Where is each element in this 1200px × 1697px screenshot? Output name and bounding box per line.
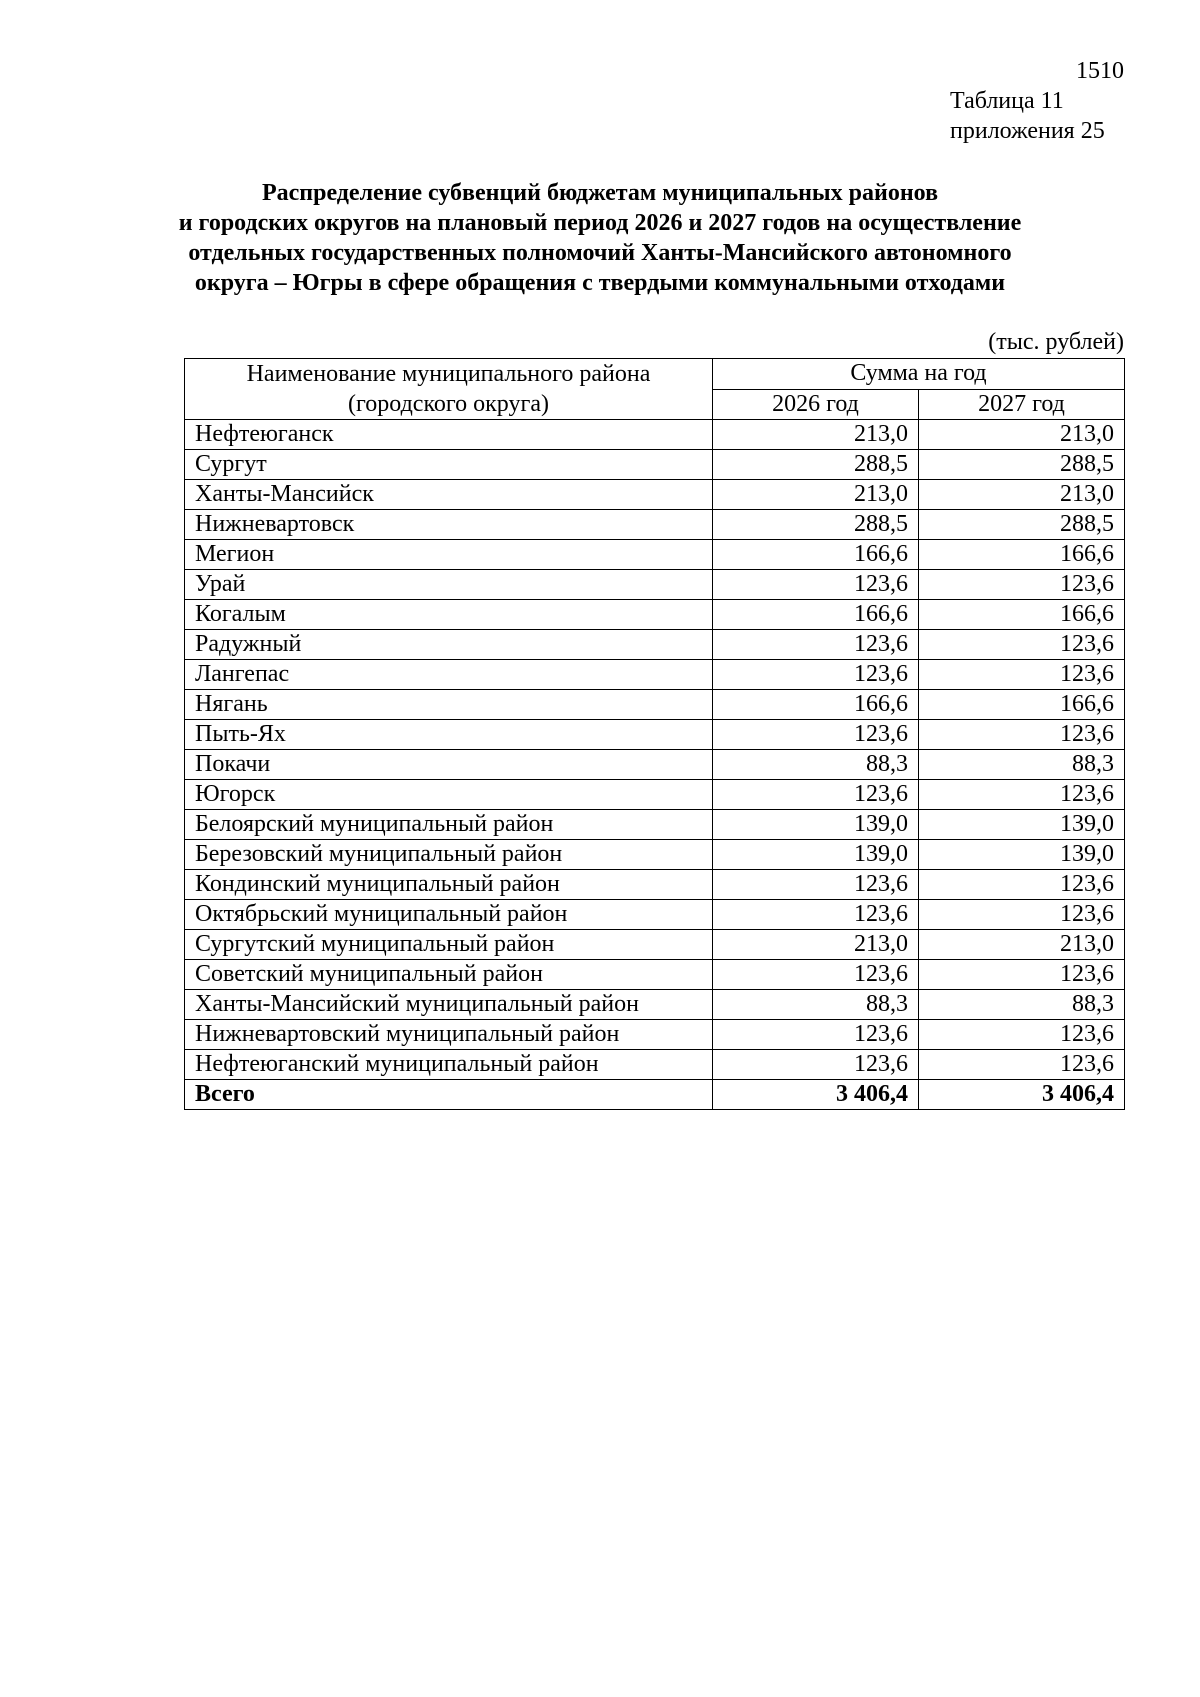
table-row [185, 780, 1125, 810]
municipality-name: Лангепас [185, 660, 713, 690]
value-2027: 123,6 [919, 720, 1125, 750]
value-2026: 123,6 [713, 570, 919, 600]
table-row [185, 630, 1125, 660]
subvention-table [184, 358, 1125, 1110]
value-2026: 123,6 [713, 870, 919, 900]
municipality-name: Советский муниципальный район [185, 960, 713, 990]
total-row [185, 1080, 1125, 1110]
column-header-2026: 2026 год [713, 389, 919, 420]
table-label: Таблица 11 [950, 88, 1064, 114]
value-2027: 123,6 [919, 780, 1125, 810]
value-2026: 123,6 [713, 630, 919, 660]
table-row [185, 720, 1125, 750]
municipality-name: Октябрьский муниципальный район [185, 900, 713, 930]
table-row [185, 510, 1125, 540]
value-2027: 139,0 [919, 840, 1125, 870]
value-2026: 123,6 [713, 1020, 919, 1050]
municipality-name: Мегион [185, 540, 713, 570]
value-2026: 213,0 [713, 420, 919, 450]
table-row [185, 990, 1125, 1020]
value-2027: 123,6 [919, 870, 1125, 900]
municipality-name: Белоярский муниципальный район [185, 810, 713, 840]
table-row [185, 600, 1125, 630]
value-2026: 88,3 [713, 990, 919, 1020]
value-2026: 123,6 [713, 720, 919, 750]
table-row [185, 900, 1125, 930]
municipality-name: Нижневартовский муниципальный район [185, 1020, 713, 1050]
value-2027: 166,6 [919, 690, 1125, 720]
table-row [185, 690, 1125, 720]
table-row [185, 660, 1125, 690]
title-line: отдельных государственных полномочий Ханты-Мансийского автономного [188, 240, 1012, 266]
table-row [185, 960, 1125, 990]
table-body [185, 420, 1125, 1110]
value-2026: 166,6 [713, 600, 919, 630]
value-2026: 166,6 [713, 690, 919, 720]
value-2027: 166,6 [919, 540, 1125, 570]
value-2026: 166,6 [713, 540, 919, 570]
value-2027: 123,6 [919, 960, 1125, 990]
value-2026: 123,6 [713, 960, 919, 990]
title-line: округа – Югры в сфере обращения с твердыми коммунальными отходами [194, 270, 1006, 296]
value-2026: 123,6 [713, 780, 919, 810]
value-2026: 139,0 [713, 810, 919, 840]
municipality-name: Пыть-Ях [185, 720, 713, 750]
title-line: и городских округов на плановый период 2026 и 2027 годов на осуществление [178, 210, 1022, 236]
page-number: 1510 [1076, 58, 1124, 84]
municipality-name: Покачи [185, 750, 713, 780]
table-row [185, 1020, 1125, 1050]
document-title [150, 178, 1050, 298]
value-2027: 88,3 [919, 750, 1125, 780]
value-2026: 123,6 [713, 1050, 919, 1080]
title-line: Распределение субвенций бюджетам муниципальных районов [261, 180, 939, 206]
municipality-name: Нефтеюганск [185, 420, 713, 450]
municipality-name: Радужный [185, 630, 713, 660]
total-label: Всего [185, 1080, 713, 1110]
table-row [185, 810, 1125, 840]
value-2027: 123,6 [919, 900, 1125, 930]
municipality-name: Ханты-Мансийск [185, 480, 713, 510]
value-2026: 123,6 [713, 900, 919, 930]
municipality-name: Нижневартовск [185, 510, 713, 540]
municipality-name: Сургутский муниципальный район [185, 930, 713, 960]
value-2026: 288,5 [713, 450, 919, 480]
value-2027: 166,6 [919, 600, 1125, 630]
value-2027: 123,6 [919, 570, 1125, 600]
value-2026: 88,3 [713, 750, 919, 780]
value-2027: 123,6 [919, 1050, 1125, 1080]
municipality-name: Нефтеюганский муниципальный район [185, 1050, 713, 1080]
value-2027: 213,0 [919, 420, 1125, 450]
column-header-name-text: Наименование муниципального района (городского округа) [246, 361, 651, 417]
municipality-name: Нягань [185, 690, 713, 720]
value-2027: 139,0 [919, 810, 1125, 840]
table-row [185, 540, 1125, 570]
municipality-name: Березовский муниципальный район [185, 840, 713, 870]
value-2026: 123,6 [713, 660, 919, 690]
municipality-name: Кондинский муниципальный район [185, 870, 713, 900]
table-row [185, 480, 1125, 510]
table-row [185, 750, 1125, 780]
column-header-sum: Сумма на год [713, 359, 1125, 390]
table-row [185, 930, 1125, 960]
value-2026: 139,0 [713, 840, 919, 870]
value-2027: 123,6 [919, 630, 1125, 660]
appendix-label: приложения 25 [950, 118, 1105, 144]
units-label: (тыс. рублей) [988, 329, 1124, 355]
value-2027: 123,6 [919, 660, 1125, 690]
table-row [185, 450, 1125, 480]
municipality-name: Ханты-Мансийский муниципальный район [185, 990, 713, 1020]
municipality-name: Когалым [185, 600, 713, 630]
table-row [185, 1050, 1125, 1080]
column-header-2027: 2027 год [919, 389, 1125, 420]
municipality-name: Сургут [185, 450, 713, 480]
value-2026: 213,0 [713, 930, 919, 960]
table-row [185, 870, 1125, 900]
value-2027: 88,3 [919, 990, 1125, 1020]
total-2027: 3 406,4 [919, 1080, 1125, 1110]
table-row [185, 840, 1125, 870]
value-2027: 288,5 [919, 510, 1125, 540]
table-reference [950, 86, 1105, 146]
total-2026: 3 406,4 [713, 1080, 919, 1110]
table-row [185, 570, 1125, 600]
value-2026: 213,0 [713, 480, 919, 510]
value-2027: 213,0 [919, 930, 1125, 960]
column-header-name [185, 359, 713, 420]
municipality-name: Урай [185, 570, 713, 600]
value-2027: 213,0 [919, 480, 1125, 510]
value-2026: 288,5 [713, 510, 919, 540]
municipality-name: Югорск [185, 780, 713, 810]
value-2027: 288,5 [919, 450, 1125, 480]
table-row [185, 420, 1125, 450]
value-2027: 123,6 [919, 1020, 1125, 1050]
